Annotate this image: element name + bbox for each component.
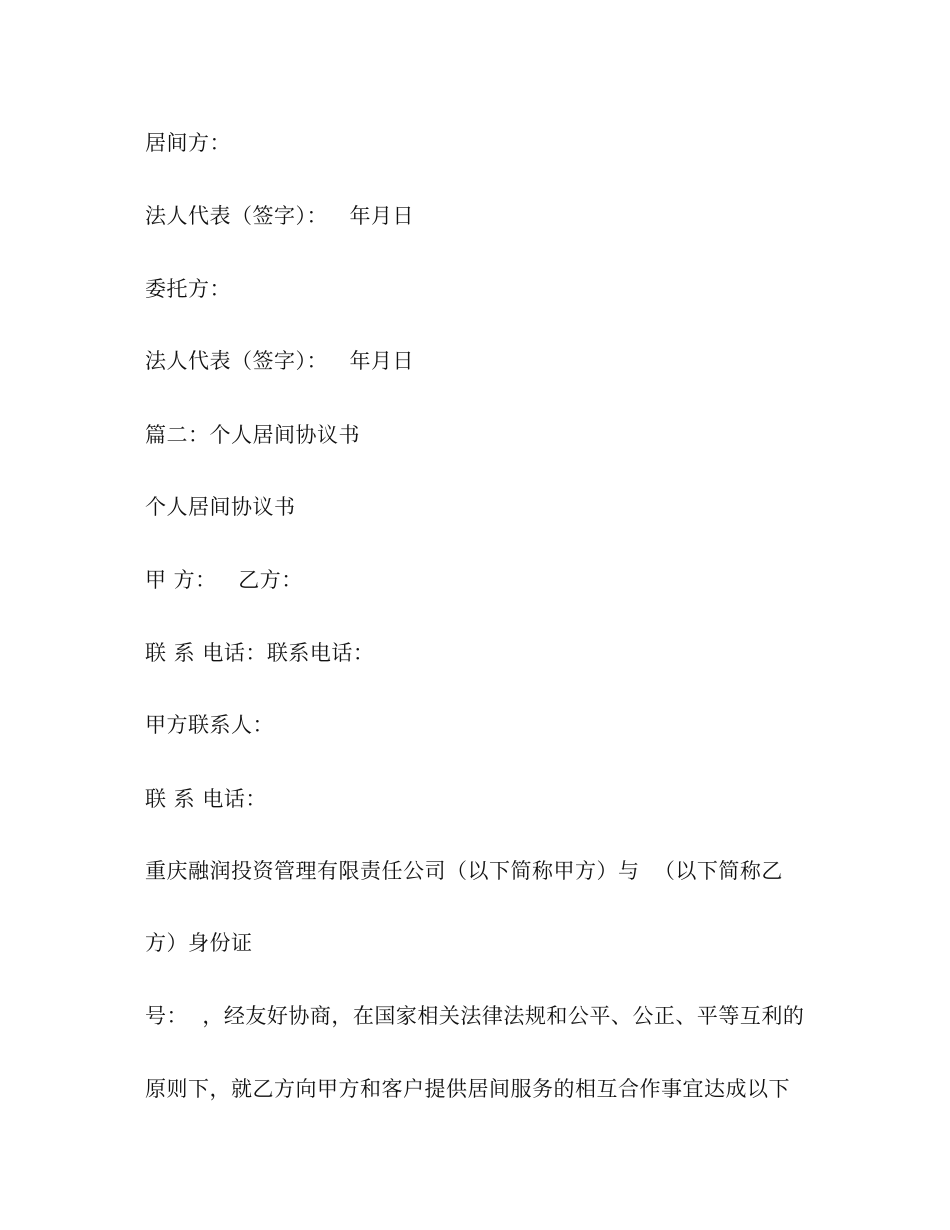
section-heading: 篇二：个人居间协议书 <box>145 423 360 447</box>
party-a-contact-person-line: 甲方联系人： <box>145 713 274 737</box>
legal-rep-signature-line-2: 法人代表（签字）： 年月日 <box>145 349 415 373</box>
legal-rep-signature-line-1: 法人代表（签字）： 年月日 <box>145 204 415 228</box>
agreement-title: 个人居间协议书 <box>145 495 296 519</box>
client-party-line: 委托方： <box>145 277 231 301</box>
intermediary-party-line: 居间方： <box>145 131 231 155</box>
contact-phone-line: 联 系 电话：联系电话： <box>145 641 375 665</box>
parties-line: 甲 方： 乙方： <box>145 568 303 592</box>
body-paragraph-line-2: 方）身份证 <box>145 931 253 955</box>
body-paragraph-line-4: 原则下，就乙方向甲方和客户提供居间服务的相互合作事宜达成以下 <box>145 1077 790 1101</box>
contact-phone-line-2: 联 系 电话： <box>145 787 267 811</box>
body-paragraph-line-1: 重庆融润投资管理有限责任公司（以下简称甲方）与 （以下简称乙 <box>145 859 783 883</box>
body-paragraph-line-3: 号： ，经友好协商，在国家相关法律法规和公平、公正、平等互利的 <box>145 1004 805 1028</box>
